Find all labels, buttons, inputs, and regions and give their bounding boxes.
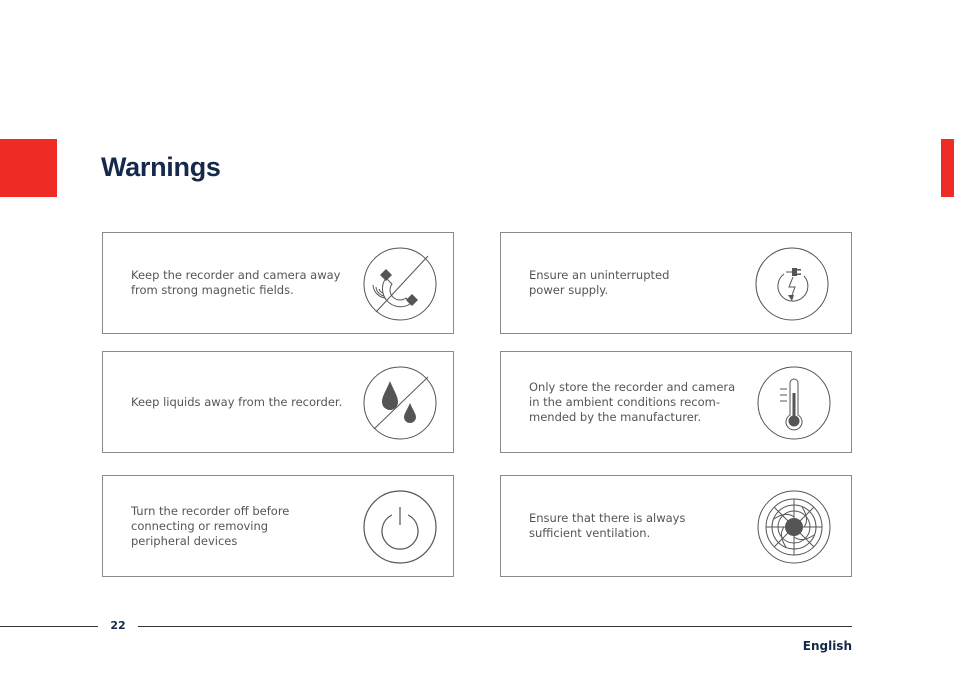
page-title: Warnings [101,152,221,182]
language-label: English [802,639,852,653]
warning-card-peripheral-devices [102,475,454,577]
warning-card-ambient-conditions [500,351,852,453]
red-side-tab-left [0,139,57,197]
fan-icon [756,489,832,565]
page-number: 22 [110,619,126,632]
warning-text: Ensure that there is always sufficient ventilation. [529,511,686,540]
warning-card-magnetic-fields [102,232,454,334]
warning-text: Only store the recorder and camera in the ambient conditions recom- mended by the manufacturer. [529,379,736,424]
warning-card-ventilation [500,475,852,577]
red-side-tab-right [941,139,954,197]
warning-text: Keep liquids away from the recorder. [131,394,343,409]
power-button-icon [362,489,438,565]
warning-text: Keep the recorder and camera away from strong magnetic fields. [131,268,341,297]
power-supply-icon [754,246,830,322]
thermometer-icon [756,365,832,441]
warning-card-liquids [102,351,454,453]
no-magnet-icon [362,246,438,322]
warning-text: Turn the recorder off before connecting or removing peripheral devices [131,503,290,548]
warning-text: Ensure an uninterrupted power supply. [529,268,670,297]
warning-card-power-supply [500,232,852,334]
no-liquids-icon [362,365,438,441]
footer-rule-right [138,626,852,627]
footer-rule-left [0,626,98,627]
